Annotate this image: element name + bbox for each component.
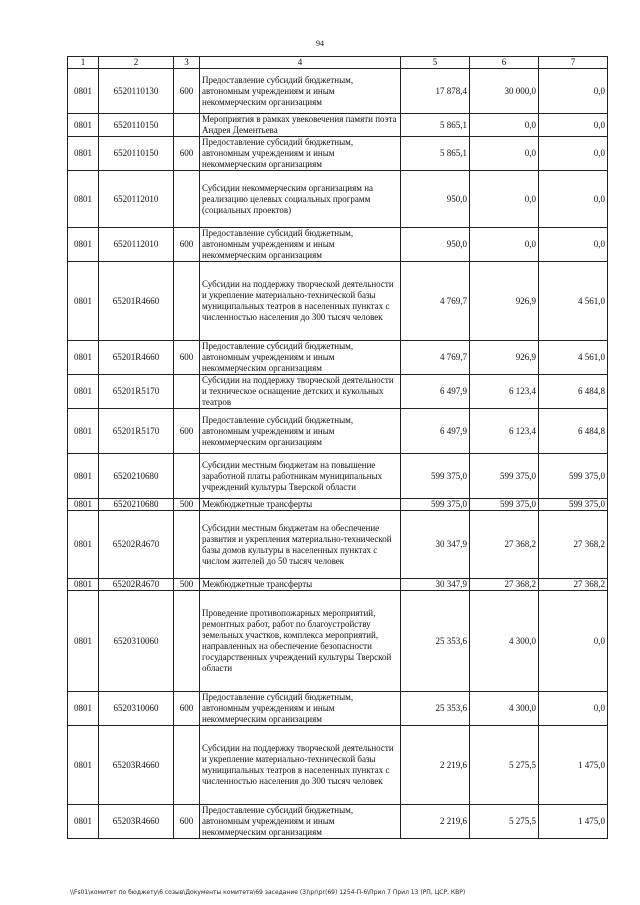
amount-col6-cell: 6 123,4 <box>470 409 539 454</box>
target-code-cell: 65201R4660 <box>99 341 174 375</box>
table-row <box>68 692 608 726</box>
amount-col5-cell: 30 347,9 <box>401 579 470 591</box>
table-row <box>68 591 608 692</box>
amount-col7-cell: 0,0 <box>539 591 608 692</box>
amount-col6-cell: 0,0 <box>470 137 539 171</box>
expense-type-cell: 600 <box>174 341 200 375</box>
expense-type-cell: 600 <box>174 228 200 262</box>
amount-col6-cell: 27 368,2 <box>470 511 539 579</box>
amount-col7-cell: 27 368,2 <box>539 579 608 591</box>
table-row <box>68 499 608 511</box>
section-code-cell: 0801 <box>68 805 99 839</box>
amount-col5-cell: 950,0 <box>401 171 470 228</box>
section-code-cell: 0801 <box>68 591 99 692</box>
amount-col6-cell: 0,0 <box>470 171 539 228</box>
amount-col5-cell: 2 219,6 <box>401 726 470 805</box>
section-code-cell: 0801 <box>68 228 99 262</box>
description-cell: Предоставление субсидий бюджетным, автономным учреждениям и иным некоммерческим организациям <box>200 228 401 262</box>
section-code-cell: 0801 <box>68 499 99 511</box>
amount-col6-cell: 0,0 <box>470 228 539 262</box>
amount-col6-cell: 5 275,5 <box>470 726 539 805</box>
target-code-cell: 6520110130 <box>99 69 174 114</box>
description-cell: Мероприятия в рамках увековечения памяти поэта Андрея Дементьева <box>200 114 401 137</box>
expense-type-cell <box>174 454 200 499</box>
target-code-cell: 6520210680 <box>99 499 174 511</box>
amount-col7-cell: 1 475,0 <box>539 726 608 805</box>
expense-type-cell: 600 <box>174 409 200 454</box>
description-cell: Предоставление субсидий бюджетным, автономным учреждениям и иным некоммерческим организациям <box>200 137 401 171</box>
amount-col5-cell: 6 497,9 <box>401 375 470 409</box>
table-row <box>68 409 608 454</box>
page-number: 94 <box>316 39 324 48</box>
expense-type-cell <box>174 262 200 341</box>
section-code-cell: 0801 <box>68 114 99 137</box>
target-code-cell: 6520310060 <box>99 591 174 692</box>
description-cell: Субсидии на поддержку творческой деятельности и укрепление материально-технической базы муниципальных театров в населенных пунктах с численностью населения до 300 тысяч человек <box>200 262 401 341</box>
description-cell: Предоставление субсидий бюджетным, автономным учреждениям и иным некоммерческим организациям <box>200 692 401 726</box>
target-code-cell: 6520110150 <box>99 114 174 137</box>
amount-col5-cell: 5 865,1 <box>401 114 470 137</box>
table-header-row <box>68 57 608 69</box>
column-header-3: 3 <box>174 57 200 69</box>
amount-col6-cell: 6 123,4 <box>470 375 539 409</box>
column-header-5: 5 <box>401 57 470 69</box>
expense-type-cell <box>174 591 200 692</box>
amount-col6-cell: 4 300,0 <box>470 591 539 692</box>
table-row <box>68 171 608 228</box>
table-row <box>68 454 608 499</box>
target-code-cell: 6520210680 <box>99 454 174 499</box>
amount-col7-cell: 599 375,0 <box>539 499 608 511</box>
target-code-cell: 6520310060 <box>99 692 174 726</box>
amount-col5-cell: 4 769,7 <box>401 341 470 375</box>
target-code-cell: 6520112010 <box>99 171 174 228</box>
target-code-cell: 65202R4670 <box>99 579 174 591</box>
amount-col7-cell: 0,0 <box>539 692 608 726</box>
expense-type-cell <box>174 171 200 228</box>
description-cell: Межбюджетные трансферты <box>200 579 401 591</box>
column-header-7: 7 <box>539 57 608 69</box>
amount-col7-cell: 6 484,8 <box>539 375 608 409</box>
table-row <box>68 137 608 171</box>
expense-type-cell: 500 <box>174 499 200 511</box>
expense-type-cell: 600 <box>174 692 200 726</box>
table-row <box>68 262 608 341</box>
section-code-cell: 0801 <box>68 409 99 454</box>
expense-type-cell: 600 <box>174 805 200 839</box>
description-cell: Субсидии местным бюджетам на повышение заработной платы работникам муниципальных учреждений культуры Тверской области <box>200 454 401 499</box>
section-code-cell: 0801 <box>68 69 99 114</box>
column-header-6: 6 <box>470 57 539 69</box>
amount-col5-cell: 25 353,6 <box>401 591 470 692</box>
amount-col7-cell: 4 561,0 <box>539 341 608 375</box>
amount-col7-cell: 1 475,0 <box>539 805 608 839</box>
section-code-cell: 0801 <box>68 726 99 805</box>
amount-col6-cell: 27 368,2 <box>470 579 539 591</box>
amount-col5-cell: 599 375,0 <box>401 454 470 499</box>
amount-col6-cell: 599 375,0 <box>470 454 539 499</box>
amount-col7-cell: 0,0 <box>539 114 608 137</box>
target-code-cell: 65201R4660 <box>99 262 174 341</box>
amount-col6-cell: 926,9 <box>470 262 539 341</box>
amount-col7-cell: 4 561,0 <box>539 262 608 341</box>
amount-col5-cell: 5 865,1 <box>401 137 470 171</box>
column-header-4: 4 <box>200 57 401 69</box>
description-cell: Субсидии местным бюджетам на обеспечение развития и укрепления материально-технической базы домов культуры в населенных пунктах с числом жителей до 50 тысяч человек <box>200 511 401 579</box>
amount-col6-cell: 4 300,0 <box>470 692 539 726</box>
amount-col7-cell: 0,0 <box>539 171 608 228</box>
table-row <box>68 375 608 409</box>
description-cell: Предоставление субсидий бюджетным, автономным учреждениям и иным некоммерческим организациям <box>200 409 401 454</box>
expense-type-cell <box>174 114 200 137</box>
budget-table <box>67 56 608 839</box>
amount-col5-cell: 950,0 <box>401 228 470 262</box>
amount-col7-cell: 599 375,0 <box>539 454 608 499</box>
section-code-cell: 0801 <box>68 692 99 726</box>
table-row <box>68 228 608 262</box>
expense-type-cell: 600 <box>174 137 200 171</box>
section-code-cell: 0801 <box>68 375 99 409</box>
amount-col5-cell: 599 375,0 <box>401 499 470 511</box>
table-row <box>68 579 608 591</box>
section-code-cell: 0801 <box>68 454 99 499</box>
amount-col6-cell: 926,9 <box>470 341 539 375</box>
expense-type-cell <box>174 511 200 579</box>
description-cell: Предоставление субсидий бюджетным, автономным учреждениям и иным некоммерческим организациям <box>200 805 401 839</box>
target-code-cell: 6520112010 <box>99 228 174 262</box>
description-cell: Субсидии некоммерческим организациям на реализацию целевых социальных программ (социальных проектов) <box>200 171 401 228</box>
table-row <box>68 69 608 114</box>
expense-type-cell <box>174 726 200 805</box>
description-cell: Субсидии на поддержку творческой деятельности и укрепление материально-технической базы муниципальных театров в населенных пунктах с численностью населения до 300 тысяч человек <box>200 726 401 805</box>
amount-col5-cell: 2 219,6 <box>401 805 470 839</box>
amount-col6-cell: 5 275,5 <box>470 805 539 839</box>
description-cell: Межбюджетные трансферты <box>200 499 401 511</box>
section-code-cell: 0801 <box>68 511 99 579</box>
amount-col7-cell: 0,0 <box>539 228 608 262</box>
expense-type-cell: 600 <box>174 69 200 114</box>
target-code-cell: 65201R5170 <box>99 409 174 454</box>
description-cell: Субсидии на поддержку творческой деятельности и техническое оснащение детских и кукольных театров <box>200 375 401 409</box>
section-code-cell: 0801 <box>68 137 99 171</box>
amount-col6-cell: 599 375,0 <box>470 499 539 511</box>
table-row <box>68 114 608 137</box>
column-header-2: 2 <box>99 57 174 69</box>
table-row <box>68 341 608 375</box>
target-code-cell: 6520110150 <box>99 137 174 171</box>
target-code-cell: 65203R4660 <box>99 726 174 805</box>
expense-type-cell <box>174 375 200 409</box>
amount-col5-cell: 30 347,9 <box>401 511 470 579</box>
amount-col5-cell: 4 769,7 <box>401 262 470 341</box>
amount-col5-cell: 6 497,9 <box>401 409 470 454</box>
target-code-cell: 65201R5170 <box>99 375 174 409</box>
description-cell: Предоставление субсидий бюджетным, автономным учреждениям и иным некоммерческим организациям <box>200 341 401 375</box>
table-row <box>68 726 608 805</box>
target-code-cell: 65202R4670 <box>99 511 174 579</box>
file-path-footer: \\Fs01\комитет по бюджету\6 созыв\Документы комитета\69 заседание (3)\pr\pr(69) 1254-П-6\Прил 7 Прил 13 (РП, ЦСР, КВР) <box>70 889 466 896</box>
section-code-cell: 0801 <box>68 262 99 341</box>
expense-type-cell: 500 <box>174 579 200 591</box>
amount-col7-cell: 27 368,2 <box>539 511 608 579</box>
amount-col7-cell: 6 484,8 <box>539 409 608 454</box>
amount-col5-cell: 25 353,6 <box>401 692 470 726</box>
amount-col5-cell: 17 878,4 <box>401 69 470 114</box>
amount-col6-cell: 0,0 <box>470 114 539 137</box>
section-code-cell: 0801 <box>68 341 99 375</box>
amount-col6-cell: 30 000,0 <box>470 69 539 114</box>
target-code-cell: 65203R4660 <box>99 805 174 839</box>
table-row <box>68 511 608 579</box>
section-code-cell: 0801 <box>68 171 99 228</box>
description-cell: Предоставление субсидий бюджетным, автономным учреждениям и иным некоммерческим организациям <box>200 69 401 114</box>
section-code-cell: 0801 <box>68 579 99 591</box>
amount-col7-cell: 0,0 <box>539 69 608 114</box>
column-header-1: 1 <box>68 57 99 69</box>
table-row <box>68 805 608 839</box>
amount-col7-cell: 0,0 <box>539 137 608 171</box>
description-cell: Проведение противопожарных мероприятий, ремонтных работ, работ по благоустройству земельных участков, комплекса мероприятий, направленных на обеспечение безопасности государственных учреждений культуры Тверской области <box>200 591 401 692</box>
